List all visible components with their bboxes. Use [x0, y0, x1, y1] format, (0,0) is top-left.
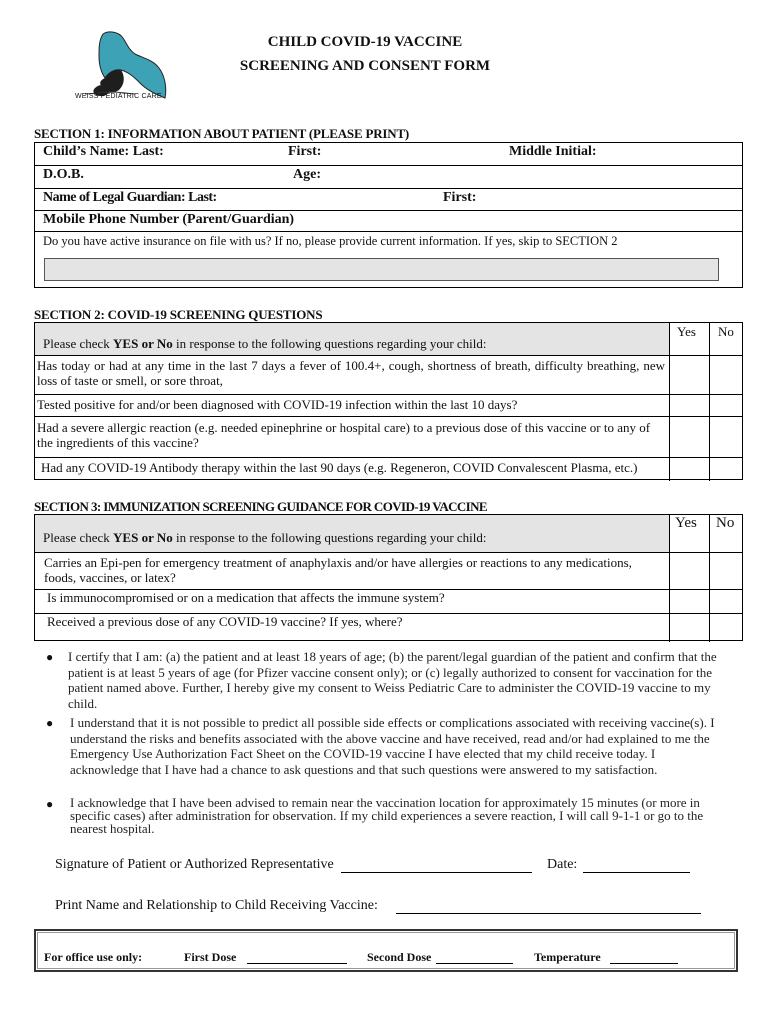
second-dose-label: Second Dose	[367, 950, 432, 964]
section3-yes-header: Yes	[669, 515, 710, 553]
middle-initial-label: Middle Initial:	[509, 144, 597, 159]
form-title-line2: SCREENING AND CONSENT FORM	[239, 58, 491, 74]
section2-question-4: Had any COVID-19 Antibody therapy within the last 90 days (e.g. Regeneron, COVID Convalescent Plasma, etc.)	[41, 460, 638, 475]
child-name-row	[35, 143, 742, 166]
consent-acknowledge-text: I acknowledge that I have been advised to remain near the vaccination location for approximately 15 minutes (or more in specific cases) after administration for observation. If my child experiences a severe reaction, I will call 9-1-1 or go to the nearest hospital.	[70, 795, 704, 836]
section3-question-2: Is immunocompromised or on a medication that affects the immune system?	[47, 590, 445, 605]
section3-question-3: Received a previous dose of any COVID-19 vaccine? If yes, where?	[47, 614, 403, 629]
s2-q4-no-checkbox[interactable]	[710, 459, 743, 480]
section3-no-header: No	[710, 515, 743, 553]
guardian-last-label: Name of Legal Guardian: Last:	[43, 190, 217, 205]
s2-q1-no-checkbox[interactable]	[710, 357, 743, 394]
age-label: Age:	[293, 167, 321, 182]
s2-q4-yes-checkbox[interactable]	[670, 459, 709, 480]
child-first-label: First:	[288, 144, 322, 159]
bullet-icon: ●	[46, 716, 54, 730]
print-name-line[interactable]	[396, 913, 701, 914]
section2-question-1: Has today or had at any time in the last 7 days a fever of 100.4+, cough, shortness of breath, difficulty breathing, new loss of taste or smell, or sore throat,	[37, 358, 665, 388]
section2-question-row	[35, 395, 742, 417]
date-line[interactable]	[583, 872, 690, 873]
s3-q2-yes-checkbox[interactable]	[670, 591, 709, 613]
section3-question-row	[35, 590, 742, 614]
signature-label: Signature of Patient or Authorized Representative	[55, 857, 334, 872]
insurance-input[interactable]	[44, 258, 719, 281]
first-dose-line[interactable]	[247, 963, 347, 964]
dob-label: D.O.B.	[43, 167, 84, 182]
section2-question-2: Tested positive for and/or been diagnosed with COVID-19 infection within the last 10 days?	[37, 397, 518, 412]
s2-q3-no-checkbox[interactable]	[710, 418, 743, 457]
s2-q2-yes-checkbox[interactable]	[670, 396, 709, 416]
section3-instruction-cell	[35, 515, 670, 553]
office-use-box	[34, 929, 738, 972]
s3-q2-no-checkbox[interactable]	[710, 591, 743, 613]
section2-question-row	[35, 417, 742, 458]
consent-certify-text: I certify that I am: (a) the patient and at least 18 years of age; (b) the parent/legal guardian of the patient and confirm that the patient is at least 5 years of age (for Pfizer vaccine consent only); or (c) legally authorized to consent for vaccination for the patient named above. Further, I hereby give my consent to Weiss Pediatric Care to administer the COVID-19 vaccine to my child.	[68, 649, 717, 711]
section2-no-header: No	[710, 323, 743, 356]
section3-question-1: Carries an Epi-pen for emergency treatment of anaphylaxis and/or have allergies or reactions to any medications, foods, vaccines, or latex?	[44, 555, 632, 585]
temperature-label: Temperature	[534, 950, 601, 964]
s3-q1-no-checkbox[interactable]	[710, 554, 743, 589]
section2-yes-header: Yes	[669, 323, 710, 356]
consent-understand-text: I understand that it is not possible to predict all possible side effects or complications associated with receiving vaccine(s). I understand the risks and benefits associated with the above vaccine and have received, read and/or had explained to me the Emergency Use Authorization Fact Sheet on the COVID-19 vaccine I have elected that my child receive today. I acknowledge that I have had a chance to ask questions and that such questions were answered to my satisfaction.	[70, 715, 715, 777]
s2-q2-no-checkbox[interactable]	[710, 396, 743, 416]
section1-heading: SECTION 1: INFORMATION ABOUT PATIENT (PLEASE PRINT)	[34, 126, 410, 141]
section2-table	[34, 322, 743, 480]
s3-q3-no-checkbox[interactable]	[710, 615, 743, 641]
section2-question-3: Had a severe allergic reaction (e.g. needed epinephrine or hospital care) to a previous dose of this vaccine or to any of the ingredients of this vaccine?	[37, 420, 651, 450]
section2-heading: SECTION 2: COVID-19 SCREENING QUESTIONS	[34, 307, 323, 322]
print-name-label: Print Name and Relationship to Child Receiving Vaccine:	[55, 898, 378, 913]
form-title-line1: CHILD COVID-19 VACCINE	[267, 34, 463, 50]
second-dose-line[interactable]	[436, 963, 513, 964]
s3-q3-yes-checkbox[interactable]	[670, 615, 709, 641]
guardian-row	[35, 188, 742, 211]
temperature-line[interactable]	[610, 963, 678, 964]
section3-question-row	[35, 553, 742, 590]
first-dose-label: First Dose	[184, 950, 237, 964]
bullet-icon: ●	[46, 650, 54, 664]
mobile-row	[35, 210, 742, 232]
logo-text: WEISS PEDIATRIC CARE	[75, 93, 162, 100]
child-last-label: Child’s Name: Last:	[43, 144, 164, 159]
section2-question-row	[35, 356, 742, 395]
office-use-label: For office use only:	[44, 950, 143, 964]
signature-line[interactable]	[341, 872, 532, 873]
mobile-label: Mobile Phone Number (Parent/Guardian)	[43, 212, 295, 227]
section3-heading: SECTION 3: IMMUNIZATION SCREENING GUIDANCE FOR COVID-19 VACCINE	[34, 499, 488, 514]
date-label: Date:	[547, 857, 578, 872]
s2-q3-yes-checkbox[interactable]	[670, 418, 709, 457]
section2-instruction-cell	[35, 323, 670, 356]
section3-table	[34, 514, 743, 641]
guardian-first-label: First:	[443, 190, 477, 205]
section2-instruction: Please check YES or No in response to the following questions regarding your child:	[43, 336, 487, 351]
section1-box	[34, 142, 743, 288]
s2-q1-yes-checkbox[interactable]	[670, 357, 709, 394]
section3-instruction: Please check YES or No in response to the following questions regarding your child:	[43, 530, 487, 545]
dob-row	[35, 165, 742, 189]
bullet-icon: ●	[46, 797, 54, 811]
s3-q1-yes-checkbox[interactable]	[670, 554, 709, 589]
insurance-question: Do you have active insurance on file with us? If no, please provide current information. If yes, skip to SECTION 2	[43, 234, 618, 248]
